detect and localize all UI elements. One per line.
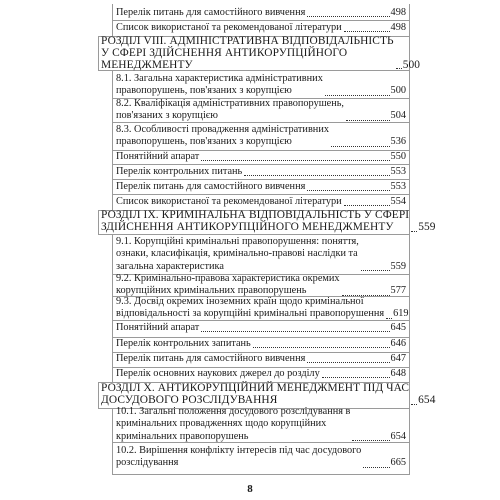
toc-rule (112, 20, 410, 21)
toc-leader (331, 146, 390, 147)
toc-entry-page: 619 (393, 308, 409, 320)
toc-entry-text: Понятійний апарат (116, 322, 200, 333)
toc-entry (116, 7, 406, 19)
toc-rule (112, 194, 410, 195)
toc-leader (325, 95, 390, 96)
toc-leader (244, 175, 389, 176)
toc-entry-text: Понятійний апарат (116, 151, 200, 162)
toc-entry-page: 665 (390, 457, 406, 469)
toc-entry-page: 648 (390, 368, 406, 379)
toc-entry (116, 181, 406, 193)
toc-entry-text: 10.1. Загальні положення досудового розслідування в кримінальних провадженнях щодо корупційних кримінальних правопорушень (116, 406, 351, 442)
page-number: 8 (247, 483, 253, 495)
toc-entry-page: 500 (402, 58, 421, 71)
toc-entry-text: Перелік основних наукових джерел до розділу (116, 368, 320, 379)
toc-entry-page: 553 (390, 181, 406, 192)
toc-entry-page: 536 (390, 136, 406, 148)
toc-entry-text: Перелік питань для самостійного вивчення (116, 181, 306, 192)
toc-entry-text: РОЗДІЛ X. АНТИКОРУПЦІЙНИЙ МЕНЕДЖМЕНТ ПІД ЧАС ДОСУДОВОГО РОЗСЛІДУВАННЯ (101, 382, 410, 406)
toc-entry (116, 151, 406, 163)
toc-entry-text: 8.1. Загальна характеристика адміністративних правопорушень, пов'язаних з корупцією (116, 73, 323, 97)
toc-entry (116, 406, 406, 443)
toc-entry-text: 9.3. Досвід окремих іноземних країн щодо кримінальної відповідальності за корупційні кримінальні правопорушення (116, 296, 385, 320)
toc-entry-text: 9.2. Кримінально-правова характеристика окремих корупційних кримінальних правопорушень (116, 273, 340, 297)
toc-entry-page: 498 (390, 22, 406, 33)
toc-entry (116, 196, 406, 208)
toc-leader (322, 377, 390, 378)
toc-entry (116, 368, 406, 380)
toc-entry (116, 338, 406, 350)
toc-entry-page: 504 (390, 110, 406, 122)
toc-entry (116, 166, 406, 178)
toc-entry-page: 554 (390, 196, 406, 207)
toc-entry-page: 577 (390, 285, 406, 297)
toc-entry-text: Список використаної та рекомендованої літератури (116, 22, 342, 33)
toc-entry-text: Перелік питань для самостійного вивчення (116, 7, 306, 18)
toc-leader (201, 160, 389, 161)
toc-leader (344, 205, 390, 206)
toc-leader (346, 120, 390, 121)
toc-leader (363, 467, 389, 468)
toc-entry-text: Перелік питань для самостійного вивчення (116, 353, 306, 364)
toc-leader (396, 68, 402, 69)
toc-chapter (101, 382, 436, 407)
toc-entry-text: РОЗДІЛ VIII. АДМІНІСТРАТИВНА ВІДПОВІДАЛЬНІСТЬ У СФЕРІ ЗДІЙСНЕННЯ АНТИКОРУПЦІЙНОГО МЕНЕДЖМЕНТУ (101, 35, 394, 71)
toc-entry (116, 124, 406, 149)
toc-entry (116, 322, 406, 334)
toc-entry (116, 236, 406, 273)
toc-entry-page: 500 (390, 85, 406, 97)
toc-entry-page: 550 (390, 151, 406, 162)
toc-entry (116, 98, 406, 123)
toc-entry-text: 10.2. Вирішення конфлікту інтересів під час досудового розслідування (116, 445, 362, 469)
toc-leader (386, 318, 392, 319)
toc-entry-page: 645 (390, 322, 406, 333)
toc-rule (112, 164, 410, 165)
toc-entry-text: 8.3. Особливості провадження адміністративних правопорушень, пов'язаних з корупцією (116, 124, 329, 148)
toc-rule (112, 179, 410, 180)
toc-entry-page: 498 (390, 7, 406, 18)
toc-leader (352, 440, 389, 441)
toc-chapter (101, 209, 436, 234)
toc-leader (361, 270, 390, 271)
toc-rule (98, 234, 410, 235)
toc-leader (411, 231, 417, 232)
toc-entry-page: 654 (418, 393, 436, 406)
toc-rule (112, 474, 410, 475)
toc-entry-text: Перелік контрольних запитань (116, 338, 251, 349)
toc-entry-page: 559 (418, 220, 436, 233)
toc-entry-page: 553 (390, 166, 406, 177)
toc-leader (201, 331, 389, 332)
toc-entry-page: 559 (390, 260, 406, 272)
toc-leader (307, 16, 389, 17)
toc-leader (307, 362, 389, 363)
toc-chapter (101, 35, 421, 71)
toc-entry (116, 22, 406, 34)
toc-entry-page: 646 (390, 338, 406, 349)
toc-entry-page: 654 (390, 430, 406, 442)
toc-entry-text: 8.2. Кваліфікація адміністративних правопорушень, пов'язаних з корупцією (116, 98, 344, 122)
toc-entry (116, 73, 406, 98)
toc-leader (307, 190, 389, 191)
toc-entry-page: 647 (390, 353, 406, 364)
toc-leader (411, 404, 417, 405)
toc-leader (253, 347, 390, 348)
toc-entry (116, 445, 406, 470)
toc-entry (116, 273, 406, 298)
toc-entry (116, 353, 406, 365)
toc-entry-text: 9.1. Корупційні кримінальні правопорушення: поняття, ознаки, класифікація, кримінально-правові наслідки та загальна характеристика (116, 236, 359, 272)
toc-entry-text: Список використаної та рекомендованої літератури (116, 196, 342, 207)
toc-entry-text: Перелік контрольних питань (116, 166, 243, 177)
toc-leader (344, 31, 390, 32)
toc-entry (116, 296, 409, 321)
toc-entry-text: РОЗДІЛ IX. КРИМІНАЛЬНА ВІДПОВІДАЛЬНІСТЬ У СФЕРІ ЗДІЙСНЕННЯ АНТИКОРУПЦІЙНОГО МЕНЕДЖМЕНТУ (101, 209, 410, 233)
